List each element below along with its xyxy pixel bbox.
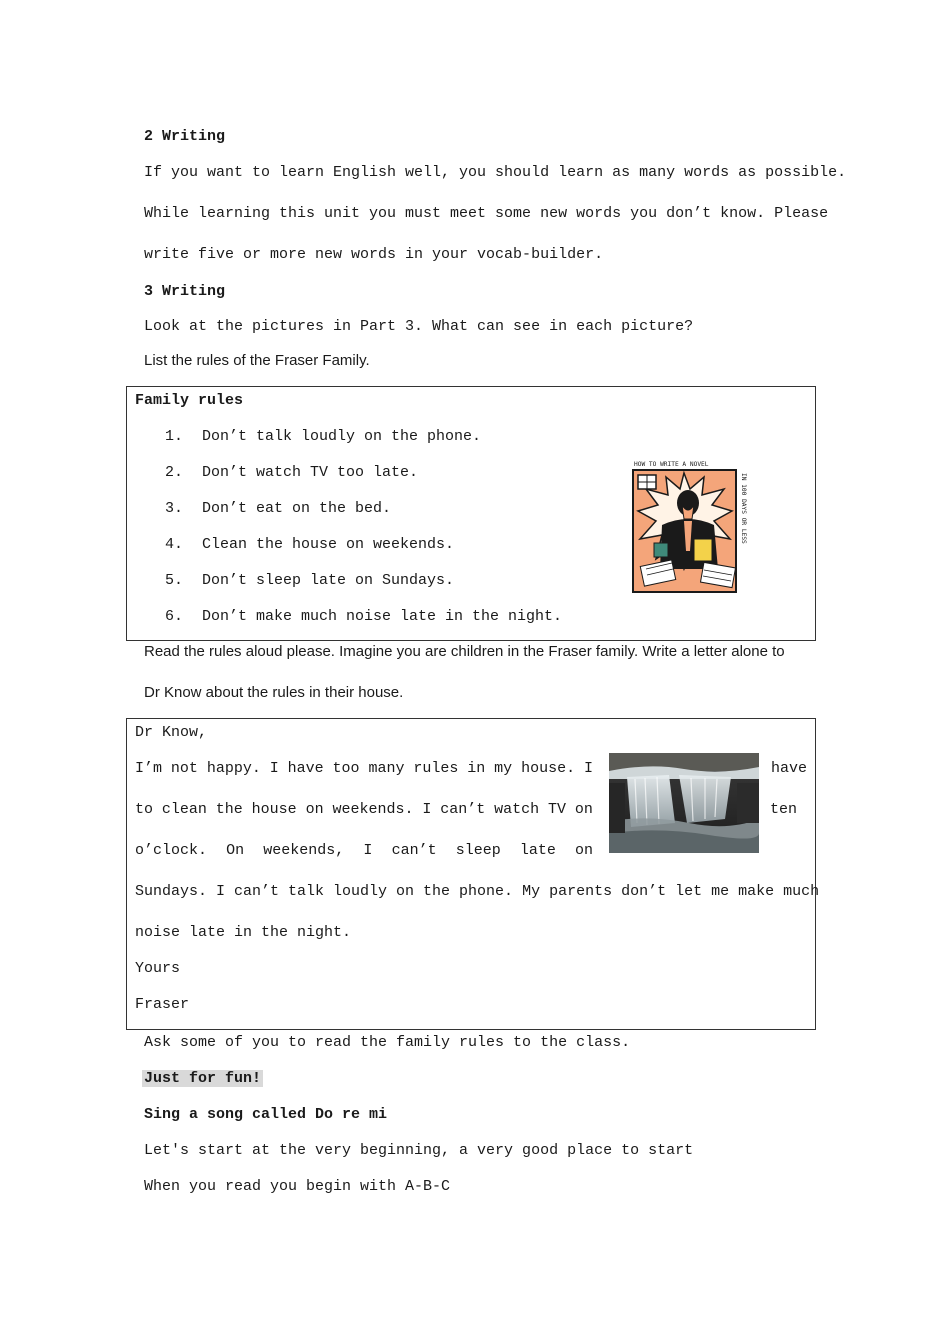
letter-line-4: Sundays. I can’t talk loudly on the phone. My parents don’t let me make much: [135, 883, 820, 900]
word: TV: [548, 801, 567, 818]
letter-line-2: [135, 801, 593, 818]
rule-text: Don’t watch TV too late.: [202, 464, 419, 481]
lyric-line-2: When you read you begin with A-B-C: [144, 1178, 451, 1195]
letter-line-5: noise late in the night.: [135, 924, 352, 941]
section-3-heading: 3 Writing: [144, 283, 226, 300]
word: my: [494, 760, 513, 777]
instruction-line-2: Dr Know about the rules in their house.: [144, 684, 404, 701]
poster-caption-side: IN 100 DAYS OR LESS: [740, 473, 747, 544]
word: can’t: [391, 842, 437, 859]
letter-line-1: [135, 760, 593, 777]
rule-number: 2.: [165, 464, 184, 481]
word: the: [215, 801, 243, 818]
rule-text: Clean the house on weekends.: [202, 536, 455, 553]
rule-text: Don’t make much noise late in the night.: [202, 608, 563, 625]
rule-number: 4.: [165, 536, 184, 553]
word: weekends.: [332, 801, 414, 818]
section-2-line-1: If you want to learn English well, you should learn as many words as possible.: [144, 164, 847, 181]
word: happy.: [206, 760, 261, 777]
letter-signature: Fraser: [135, 996, 190, 1013]
poster-caption-top: HOW TO WRITE A NOVEL: [634, 461, 709, 468]
word: many: [368, 760, 405, 777]
rule-number: 5.: [165, 572, 184, 589]
word: have: [287, 760, 324, 777]
word: sleep: [455, 842, 501, 859]
after-letter-instruction: Ask some of you to read the family rules to the class.: [144, 1034, 631, 1051]
word: I: [583, 760, 593, 777]
letter-line-3: [135, 842, 593, 859]
rule-text: Don’t eat on the bed.: [202, 500, 392, 517]
novel-poster-image: [632, 459, 752, 594]
song-heading: Sing a song called Do re mi: [144, 1106, 388, 1123]
word: watch: [494, 801, 540, 818]
word: I: [422, 801, 432, 818]
word: can’t: [440, 801, 486, 818]
section-2-line-2: While learning this unit you must meet some new words you don’t know. Please: [144, 205, 829, 222]
section-2-line-3: write five or more new words in your vocab-builder.: [144, 246, 604, 263]
word: weekends,: [263, 842, 345, 859]
word: house.: [521, 760, 576, 777]
instruction-line-1: Read the rules aloud please. Imagine you are children in the Fraser family. Write a letter alone to: [144, 643, 785, 660]
word: On: [226, 842, 245, 859]
word: in: [467, 760, 486, 777]
rule-number: 6.: [165, 608, 184, 625]
word: I’m: [135, 760, 163, 777]
word: on: [574, 842, 593, 859]
word: o’clock.: [135, 842, 208, 859]
word: to: [135, 801, 154, 818]
letter-box: [126, 718, 820, 1030]
letter-line-2-end: ten: [769, 801, 797, 818]
fun-heading: [142, 1070, 263, 1087]
section-3-line-2: List the rules of the Fraser Family.: [144, 352, 370, 369]
fun-heading-highlight: Just for fun!: [144, 1070, 262, 1087]
waterfall-image: [609, 753, 759, 853]
word: too: [332, 760, 360, 777]
word: I: [363, 842, 373, 859]
rule-number: 3.: [165, 500, 184, 517]
section-2-heading: 2 Writing: [144, 128, 226, 145]
letter-closing: Yours: [135, 960, 181, 977]
letter-line-1-end: have: [770, 760, 807, 777]
word: rules: [413, 760, 459, 777]
rule-text: Don’t talk loudly on the phone.: [202, 428, 482, 445]
section-3-line-1: Look at the pictures in Part 3. What can see in each picture?: [144, 318, 694, 335]
lyric-line-1: Let's start at the very beginning, a very good place to start: [144, 1142, 694, 1159]
family-rules-title: Family rules: [135, 392, 244, 409]
rule-text: Don’t sleep late on Sundays.: [202, 572, 455, 589]
word: I: [269, 760, 279, 777]
letter-greeting: Dr Know,: [135, 724, 208, 741]
family-rules-box: [126, 386, 816, 641]
word: clean: [161, 801, 207, 818]
word: on: [574, 801, 593, 818]
word: on: [305, 801, 324, 818]
rule-number: 1.: [165, 428, 184, 445]
word: late: [519, 842, 556, 859]
word: not: [170, 760, 198, 777]
word: house: [251, 801, 297, 818]
